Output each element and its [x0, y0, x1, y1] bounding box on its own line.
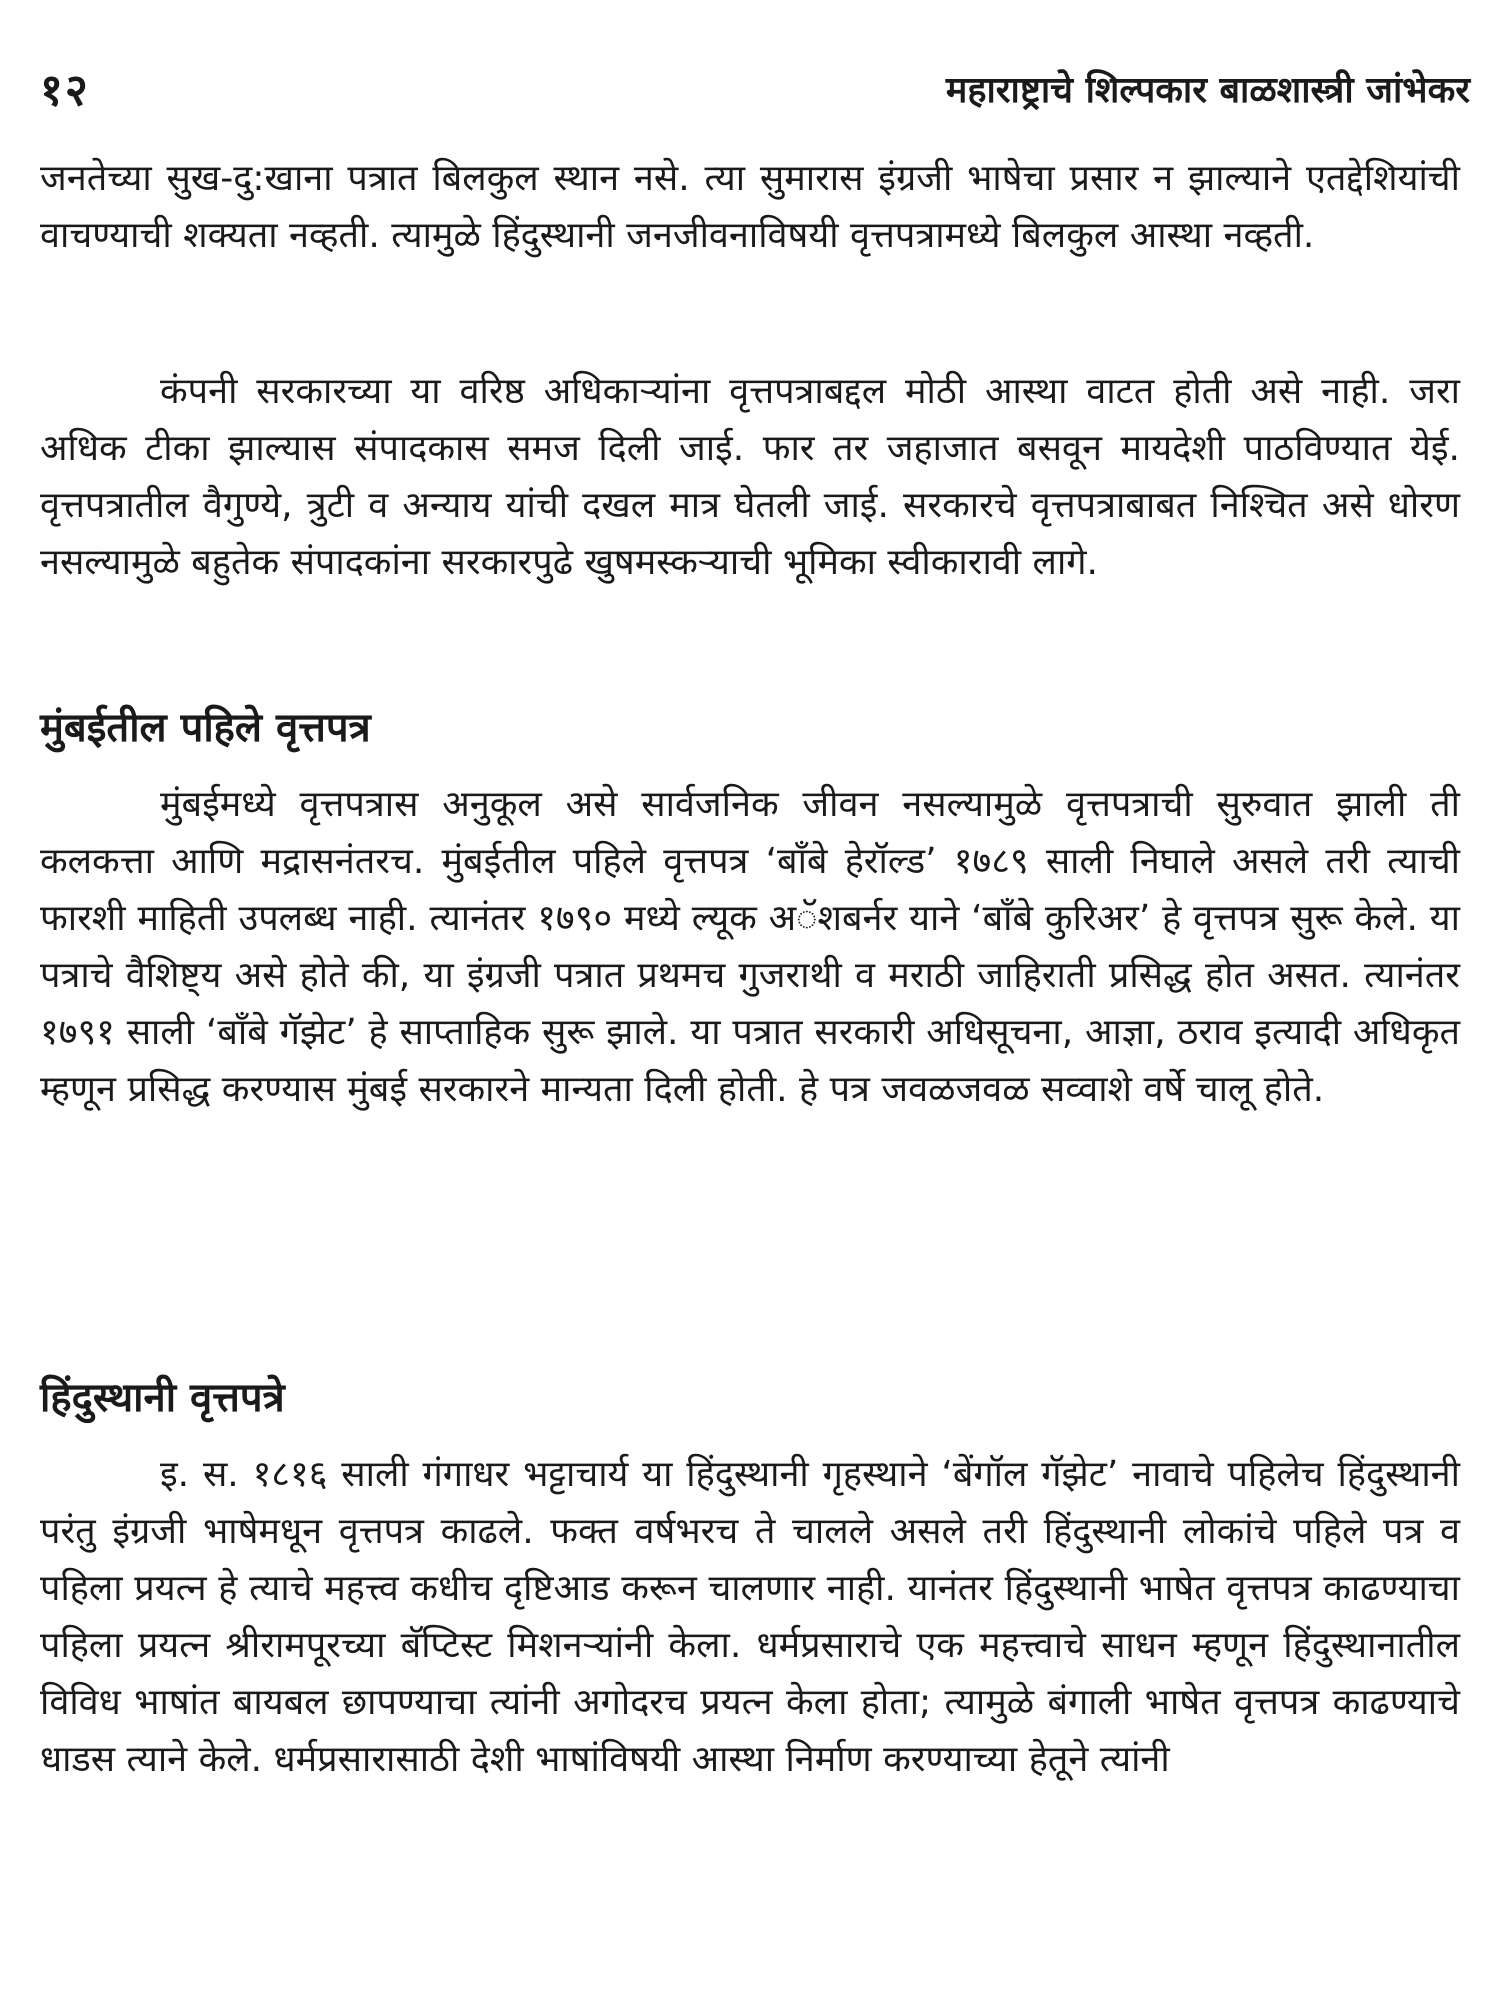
paragraph: मुंबईमध्ये वृत्तपत्रास अनुकूल असे सार्वजनिक जीवन नसल्यामुळे वृत्तपत्राची सुरुवात झाली ती कलकत्ता आणि मद्रासनंतरच. मुंबईतील पहिले वृत्तपत्र ‘बॉंबे हेरॉल्ड’ १७८९ साली निघाले असले तरी त्याची फारशी माहिती उपलब्ध नाही. त्यानंतर १७९० मध्ये ल्यूक अॅशबर्नर याने ‘बॉंबे कुरिअर’ हे वृत्तपत्र सुरू केले. या पत्राचे वैशिष्ट्य असे होते की, या इंग्रजी पत्रात प्रथमच गुजराथी व मराठी जाहिराती प्रसिद्ध होत असत. त्यानंतर १७९१ साली ‘बॉंबे गॅझेट’ हे साप्ताहिक सुरू झाले. या पत्रात सरकारी अधिसूचना, आज्ञा, ठराव इत्यादी अधिकृत म्हणून प्रसिद्ध करण्यास मुंबई सरकारने मान्यता दिली होती. हे पत्र जवळजवळ सव्वाशे वर्षे चालू होते.	[40, 784, 1460, 1110]
section-heading: मुंबईतील पहिले वृत्तपत्र	[40, 705, 371, 751]
paragraph: इ. स. १८१६ साली गंगाधर भट्टाचार्य या हिंदुस्थानी गृहस्थाने ‘बेंगॉल गॅझेट’ नावाचे पहिलेच हिंदुस्थानी परंतु इंग्रजी भाषेमधून वृत्तपत्र काढले. फक्त वर्षभरच ते चालले असले तरी हिंदुस्थानी लोकांचे पहिले पत्र व पहिला प्रयत्न हे त्याचे महत्त्व कधीच दृष्टिआड करून चालणार नाही. यानंतर हिंदुस्थानी भाषेत वृत्तपत्र काढण्याचा पहिला प्रयत्न श्रीरामपूरच्या बॅप्टिस्ट मिशनऱ्यांनी केला. धर्मप्रसाराचे एक महत्त्वाचे साधन म्हणून हिंदुस्थानातील विविध भाषांत बायबल छापण्याचा त्यांनी अगोदरच प्रयत्न केला होता; त्यामुळे बंगाली भाषेत वृत्तपत्र काढण्याचे धाडस त्याने केले. धर्मप्रसारासाठी देशी भाषांविषयी आस्था निर्माण करण्याच्या हेतूने त्यांनी	[40, 1454, 1460, 1780]
section-heading: हिंदुस्थानी वृत्तपत्रे	[40, 1375, 285, 1421]
running-header	[40, 58, 1470, 118]
paragraph: जनतेच्या सुख-दु:खाना पत्रात बिलकुल स्थान नसे. त्या सुमारास इंग्रजी भाषेचा प्रसार न झाल्याने एतद्देशियांची वाचण्याची शक्यता नव्हती. त्यामुळे हिंदुस्थानी जनजीवनाविषयी वृत्तपत्रामध्ये बिलकुल आस्था नव्हती.	[40, 158, 1460, 256]
paragraph: कंपनी सरकारच्या या वरिष्ठ अधिकाऱ्यांना वृत्तपत्राबद्दल मोठी आस्था वाटत होती असे नाही. जरा अधिक टीका झाल्यास संपादकास समज दिली जाई. फार तर जहाजात बसवून मायदेशी पाठविण्यात येई. वृत्तपत्रातील वैगुण्ये, त्रुटी व अन्याय यांची दखल मात्र घेतली जाई. सरकारचे वृत्तपत्राबाबत निश्चित असे धोरण नसल्यामुळे बहुतेक संपादकांना सरकारपुढे खुषमस्कऱ्याची भूमिका स्वीकारावी लागे.	[40, 371, 1460, 583]
book-title: महाराष्ट्राचे शिल्पकार बाळशास्त्री जांभेकर	[945, 69, 1470, 111]
page-number: १२	[40, 65, 90, 116]
